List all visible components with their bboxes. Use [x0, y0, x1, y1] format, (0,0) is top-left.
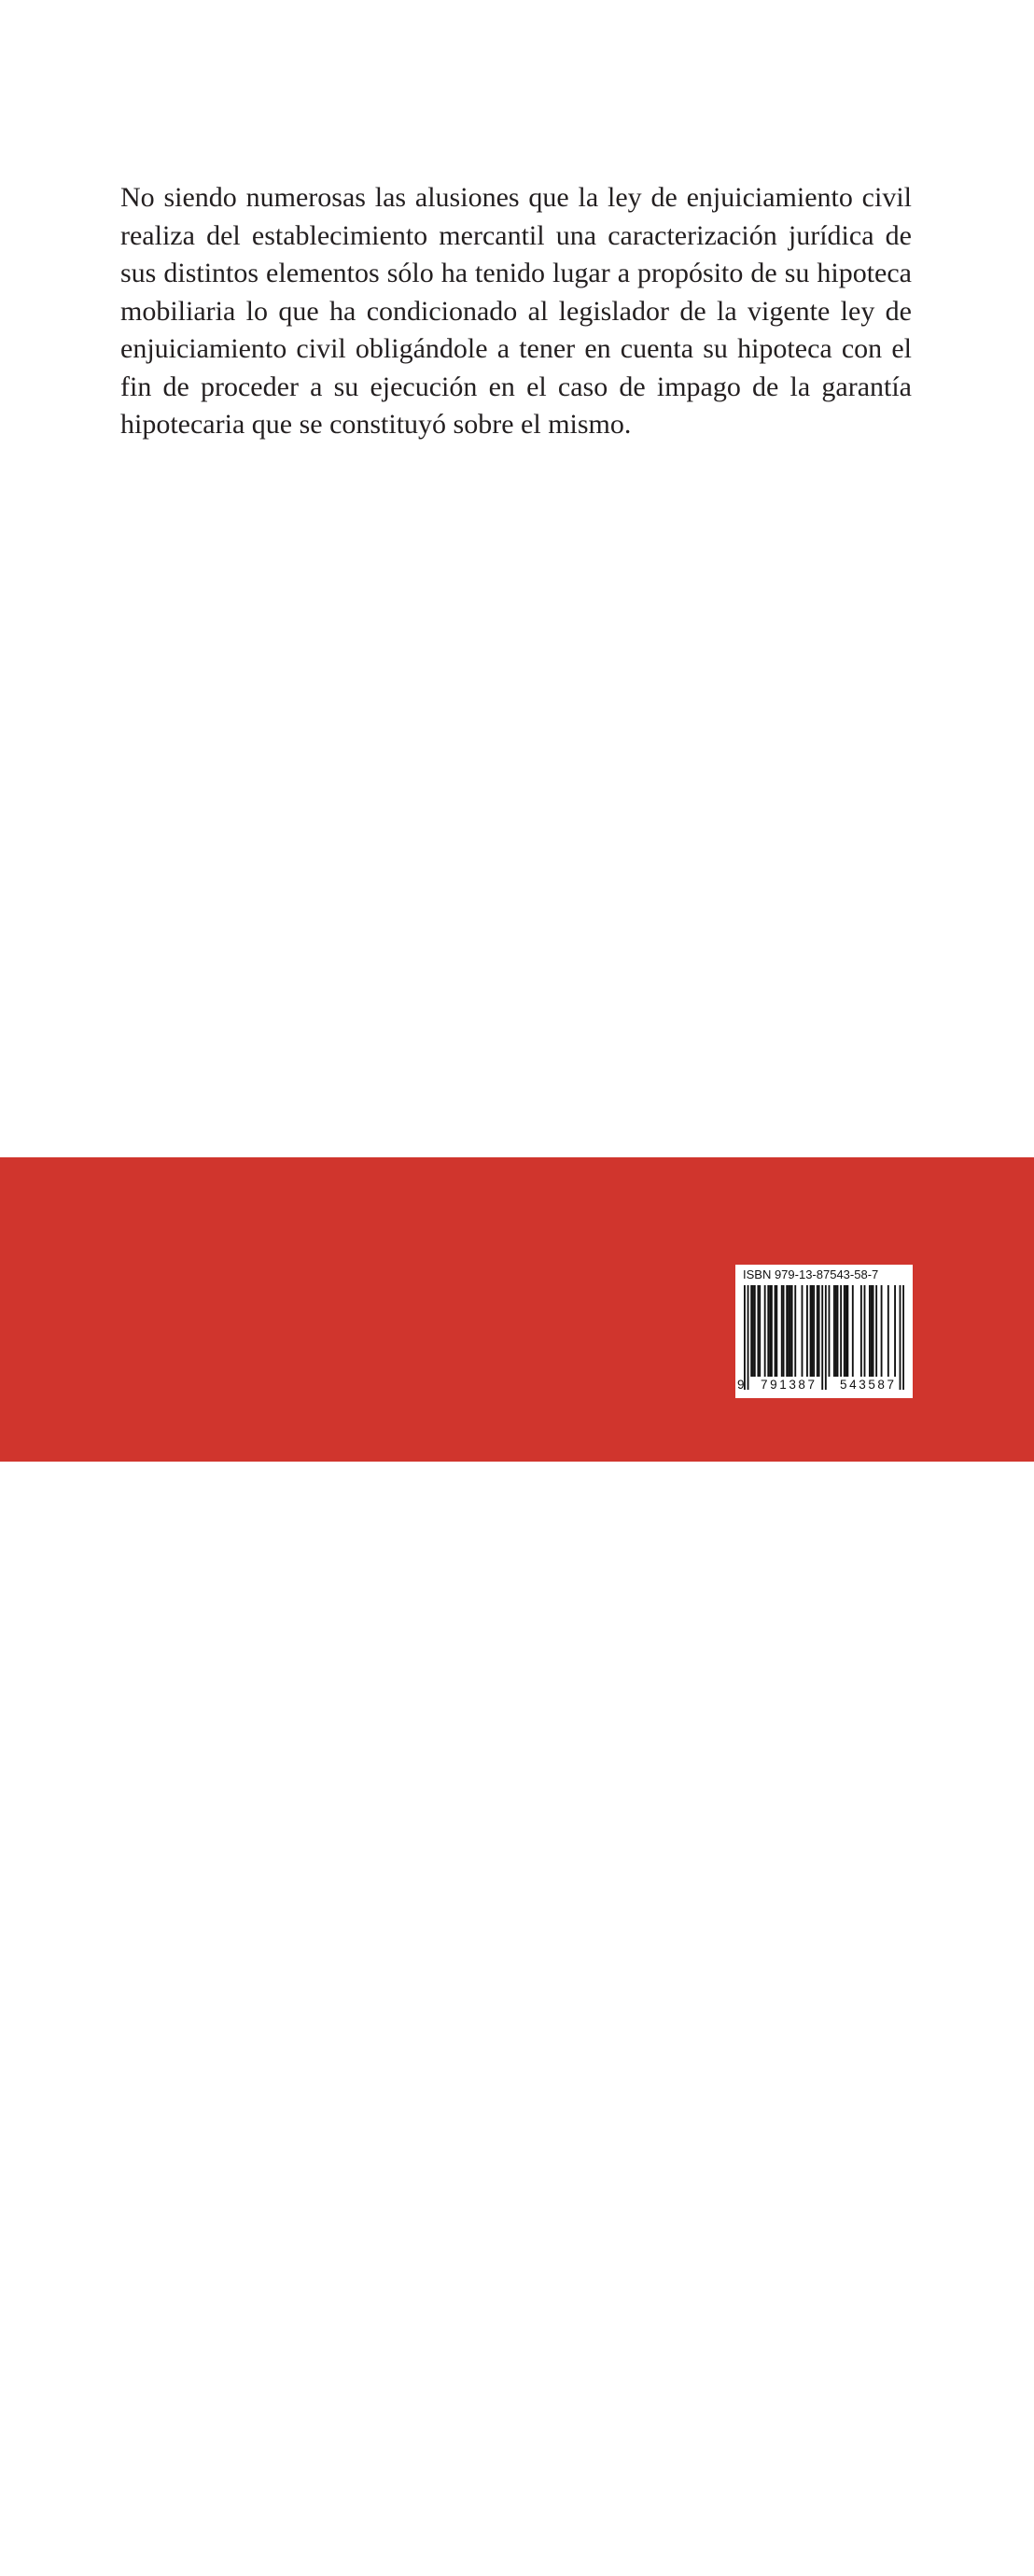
- barcode-bar: [837, 1285, 839, 1377]
- barcode-bar: [771, 1285, 773, 1377]
- barcode-bar: [775, 1285, 776, 1377]
- publisher-logo: [122, 2483, 356, 2576]
- barcode-bar: [894, 1285, 896, 1377]
- isbn-label: ISBN 979-13-87543-58-7: [743, 1267, 879, 1281]
- barcode-bar: [871, 1285, 873, 1377]
- publisher-name: Atelier: [213, 2487, 329, 2534]
- barcode-bar: [825, 1285, 827, 1390]
- barcode-bar: [817, 1285, 818, 1377]
- barcode-bar: [852, 1285, 854, 1377]
- barcode-bar: [869, 1285, 871, 1377]
- barcode-bar: [806, 1285, 808, 1377]
- barcode-bar: [786, 1285, 788, 1377]
- barcode-bar: [764, 1285, 766, 1377]
- publisher-subtitle: LIBROS JURÍDICOS: [216, 2542, 342, 2556]
- barcode-bar: [794, 1285, 796, 1377]
- barcode-bar: [754, 1285, 756, 1377]
- barcode-bar: [846, 1285, 848, 1377]
- barcode-bar: [788, 1285, 789, 1377]
- barcode-bar: [811, 1285, 813, 1377]
- barcode-bar: [776, 1285, 777, 1377]
- barcode-bar: [845, 1285, 847, 1377]
- barcode-digits-left: 791387: [761, 1378, 817, 1392]
- barcode-bar: [860, 1285, 862, 1377]
- barcode-bar: [767, 1285, 769, 1377]
- barcode-bar: [791, 1285, 793, 1377]
- barcode-bar: [873, 1285, 874, 1377]
- barcode-bar: [759, 1285, 761, 1377]
- isbn-barcode: [735, 1265, 913, 1398]
- barcode-bar: [829, 1285, 831, 1377]
- barcode-bar: [757, 1285, 759, 1377]
- barcode-bar: [864, 1285, 866, 1377]
- barcode-bar: [750, 1285, 752, 1377]
- barcode-digits-right: 543587: [840, 1378, 897, 1392]
- barcode-bar: [748, 1285, 749, 1390]
- barcode-bar: [835, 1285, 837, 1377]
- barcode-bar: [781, 1285, 783, 1377]
- barcode-digit-first: 9: [737, 1378, 745, 1392]
- barcode-bar: [900, 1285, 901, 1390]
- barcode-bar: [813, 1285, 815, 1377]
- barcode-bar: [833, 1285, 835, 1377]
- barcode-bar: [783, 1285, 785, 1377]
- barcode-bar: [821, 1285, 823, 1390]
- back-cover-blurb: No siendo numerosas las alusiones que la ley de enjuiciamiento civil realiza del establecimiento mercantil una caracterización jurídica de sus distintos elementos sólo ha tenido lugar a propósito de su hipoteca mobiliaria lo que ha condicionado al legislador de la vigente ley de enjuiciamiento civil obligándole a tener en cuenta su hipoteca con el fin de proceder a su ejecución en el caso de impago de la garantía hipotecaria que se constituyó sobre el mismo.: [120, 182, 912, 440]
- barcode-bar: [744, 1285, 746, 1390]
- barcode-bar: [752, 1285, 754, 1377]
- barcode-bar: [902, 1285, 904, 1390]
- barcode-bar: [802, 1285, 803, 1377]
- barcode-bar: [887, 1285, 889, 1377]
- barcode-bar: [844, 1285, 845, 1377]
- atelier-a-logo-icon: [122, 2483, 206, 2576]
- barcode-bar: [769, 1285, 771, 1377]
- barcode-bars: [744, 1285, 904, 1390]
- barcode-bar: [875, 1285, 877, 1377]
- barcode-bar: [840, 1285, 842, 1377]
- barcode-bar: [818, 1285, 820, 1377]
- barcode-bar: [881, 1285, 883, 1377]
- barcode-bar: [789, 1285, 791, 1377]
- barcode-bar: [810, 1285, 812, 1377]
